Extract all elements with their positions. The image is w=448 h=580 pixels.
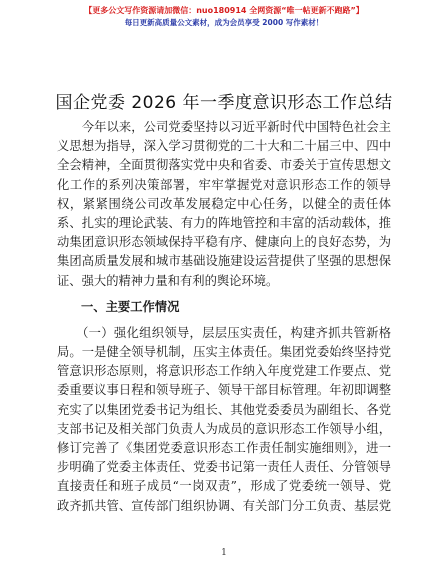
text-line: 政齐抓共管、宣传部门组织协调、有关部门分工负责、基层党 [57, 498, 391, 513]
text-line: 管意识形态原则，将意识形态工作纳入年度党建工作要点、党 [57, 364, 391, 379]
text-line: 直接责任和班子成员“一岗双责”，形成了党委统一领导、党 [57, 479, 391, 494]
text-line: 证、强大的精神力量和有利的舆论环境。 [57, 273, 279, 288]
section-heading: 一、主要工作情况 [81, 299, 180, 314]
text-line: 局。一是健全领导机制，压实主体责任。集团党委始终坚持党 [57, 345, 391, 360]
page-number: 1 [221, 548, 227, 558]
document-body [57, 118, 391, 516]
text-line: 系、扎实的理论武装、有力的阵地管控和丰富的活动载体，推 [57, 215, 391, 230]
text-line: 充实了以集团党委书记为组长、其他党委委员为副组长、各党 [57, 402, 391, 417]
header-banner [0, 5, 448, 29]
text-line: 权，紧紧围绕公司改革发展稳定中心任务，以健全的责任体 [57, 196, 391, 211]
text-line: 今年以来，公司党委坚持以习近平新时代中国特色社会主 [57, 120, 391, 134]
intro-paragraph [57, 118, 391, 291]
text-line: 委重要议事日程和领导班子、领导干部目标管理。年初即调整 [57, 383, 391, 398]
text-line: 步明确了党委主体责任、党委书记第一责任人责任、分管领导 [57, 460, 391, 475]
text-line: 义思想为指导，深入学习贯彻党的二十大和二十届三中、四中 [57, 139, 391, 154]
text-line: （一）强化组织领导，层层压实责任，构建齐抓共管新格 [57, 325, 391, 340]
banner-promo-line: 【更多公文写作资源请加微信：nuo180914 全网资源“唯一帖更新不跑路”】 [84, 6, 364, 15]
text-line: 修订完善了《集团党委意识形态工作责任制实施细则》，进一 [57, 441, 391, 456]
banner-membership-line: 每日更新高质量公文素材，成为会员享受 2000 写作素材！ [124, 18, 324, 27]
text-line: 集团高质量发展和城市基础设施建设运营提供了坚强的思想保 [57, 254, 391, 269]
document-title: 国企党委 2026 年一季度意识形态工作总结 [55, 93, 393, 113]
section-paragraph [57, 324, 391, 516]
text-line: 支部书记及相关部门负责人为成员的意识形态工作领导小组， [57, 421, 391, 436]
text-line: 动集团意识形态领域保持平稳有序、健康向上的良好态势，为 [57, 235, 391, 250]
text-line: 全会精神，全面贯彻落实党中央和省委、市委关于宣传思想文 [57, 158, 391, 173]
text-line: 化工作的系列决策部署，牢牢掌握党对意识形态工作的领导 [57, 177, 391, 192]
